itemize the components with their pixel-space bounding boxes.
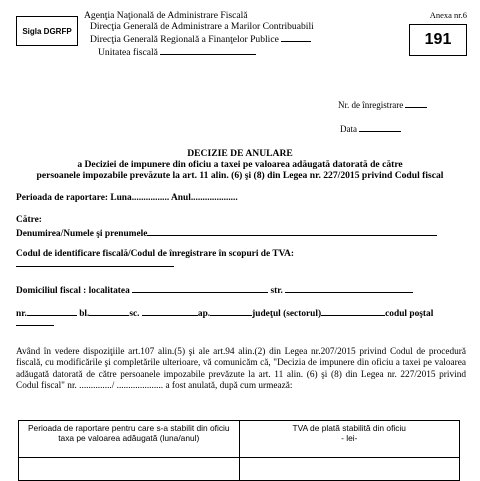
regional-blank[interactable] xyxy=(281,32,311,42)
table-row xyxy=(19,458,460,481)
table-header-period: Perioada de raportare pentru care s-a stabilit din oficiu taxa pe valoarea adăugată (luna/anul) xyxy=(19,421,240,458)
form-number: 191 xyxy=(424,31,452,48)
postal-code-blank[interactable] xyxy=(16,325,54,326)
logo-placeholder xyxy=(16,16,78,46)
catre-label: Către: xyxy=(16,215,42,225)
registration-date: Data xyxy=(340,122,401,134)
logo-label: Sigla DGRFP xyxy=(22,26,72,36)
doc-subtitle-1: a Deciziei de impunere din oficiu a taxei pe valoarea adăugată datorată de către xyxy=(77,159,403,170)
agency-line-4: Unitatea fiscală xyxy=(84,45,314,58)
agency-line-2: Direcţia Generală de Administrare a Marilor Contribuabili xyxy=(90,21,314,32)
cif-field: Codul de identificare fiscală/Codul de înregistrare în scopuri de TVA: xyxy=(16,249,295,259)
agency-line-3: Direcţia Generală Regională a Finanţelor Publice xyxy=(84,32,314,45)
fiscal-unit-blank[interactable] xyxy=(160,45,256,55)
agency-line-1: Agenţia Naţională de Administrare Fiscală xyxy=(84,10,248,21)
body-paragraph: Având în vedere dispoziţiile art.107 alin.(5) şi ale art.94 alin.(2) din Legea nr.207/2015 privind Codul de procedură fiscală, cu modificările şi completările ulterioare, vă comunicăm că, "Decizia de impunere din oficiu a taxei pe valoarea adăugată datorată de către persoanele impozabile prevăzute la art. 11 alin. (6) şi (8) din Legea nr. 227/2015 privind Codul fiscal" nr. ............../ .................... a fost anulată, după cum urmează: xyxy=(16,347,466,391)
registration-number: Nr. de înregistrare xyxy=(338,98,427,110)
table-header-tva: TVA de plată stabilită din oficiu - lei- xyxy=(239,421,460,458)
date-blank[interactable] xyxy=(359,122,401,132)
cif-blank[interactable] xyxy=(16,266,174,267)
table-cell-tva[interactable] xyxy=(239,458,460,481)
table-header-row xyxy=(19,421,460,458)
registration-blank[interactable] xyxy=(405,98,427,108)
name-field[interactable]: Denumirea/Numele şi prenumele xyxy=(16,226,437,239)
doc-subtitle-2: persoanele impozabile prevăzute la art. 11 alin. (6) şi (8) din Legea nr. 227/2015 privind Codul fiscal xyxy=(36,170,444,181)
tax-table xyxy=(18,420,460,481)
annex-label: Anexa nr.6 xyxy=(429,10,467,20)
table-cell-period[interactable] xyxy=(19,458,240,481)
address-line: nr. bl. sc. ap. judeţul (sectorul) codul poştal xyxy=(16,306,433,319)
doc-title: DECIZIE DE ANULARE xyxy=(187,148,293,159)
agency-block xyxy=(84,10,314,58)
form-number-box xyxy=(409,24,467,56)
period-field[interactable]: Perioada de raportare: Luna................ Anul.................... xyxy=(16,193,238,203)
domiciliu-field: Domiciliul fiscal : localitatea str. xyxy=(16,283,413,296)
